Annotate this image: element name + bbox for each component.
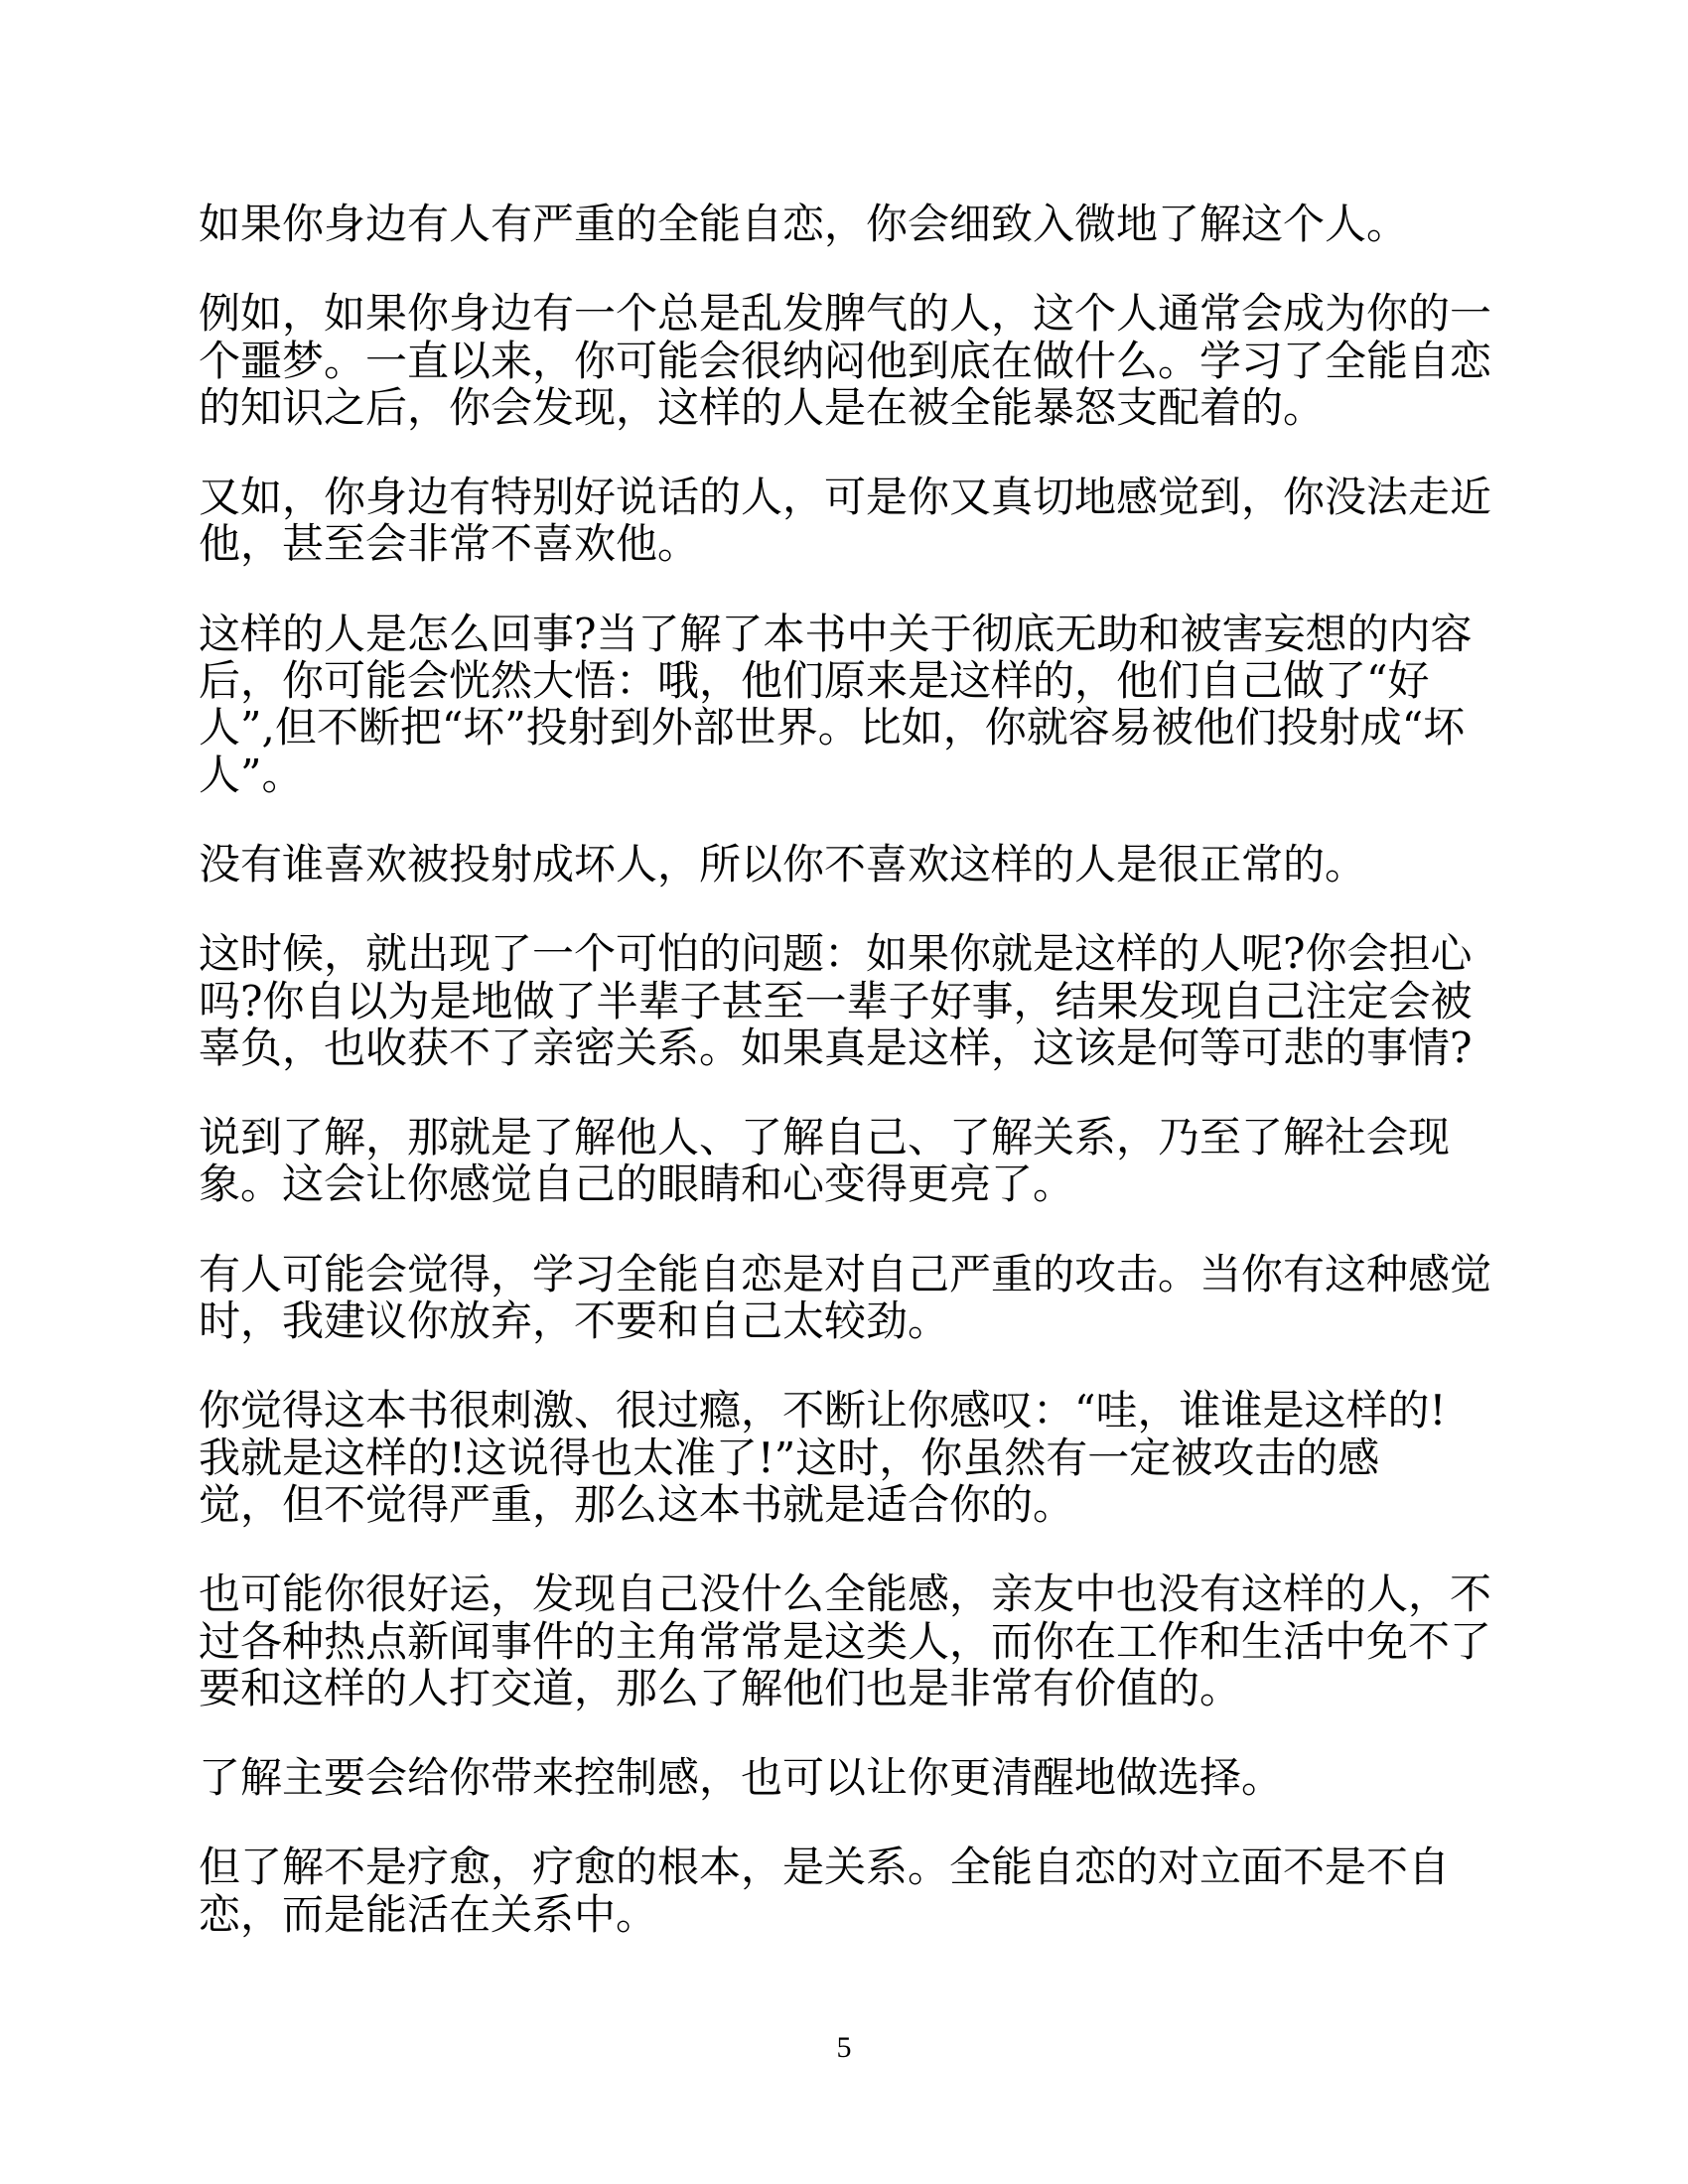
body-text bbox=[199, 200, 1492, 1980]
text-line: 人”,但不断把“坏”投射到外部世界。比如，你就容易被他们投射成“坏 bbox=[199, 703, 1466, 752]
text-line: 人”。 bbox=[199, 750, 304, 799]
text-line: 这时候，就出现了一个可怕的问题：如果你就是这样的人呢?你会担心 bbox=[199, 929, 1473, 979]
paragraph-12 bbox=[199, 1843, 1489, 1938]
text-line: 时，我建议你放弃，不要和自己太较劲。 bbox=[199, 1297, 950, 1346]
text-line: 也可能你很好运，发现自己没什么全能感，亲友中也没有这样的人，不 bbox=[199, 1570, 1492, 1619]
paragraph-11 bbox=[199, 1754, 1489, 1801]
text-line: 但了解不是疗愈，疗愈的根本，是关系。全能自恋的对立面不是不自 bbox=[199, 1843, 1451, 1892]
text-line: 个噩梦。一直以来，你可能会很纳闷他到底在做什么。学习了全能自恋 bbox=[199, 336, 1492, 385]
paragraph-5 bbox=[199, 841, 1489, 887]
text-line: 过各种热点新闻事件的主角常常是这类人，而你在工作和生活中免不了 bbox=[199, 1616, 1492, 1666]
paragraph-2 bbox=[199, 289, 1492, 432]
text-line: 象。这会让你感觉自己的眼睛和心变得更亮了。 bbox=[199, 1160, 1075, 1209]
page-number: 5 bbox=[836, 2031, 852, 2064]
paragraph-7 bbox=[199, 1114, 1489, 1208]
text-line: 了解主要会给你带来控制感，也可以让你更清醒地做选择。 bbox=[199, 1753, 1284, 1803]
paragraph-9 bbox=[199, 1387, 1489, 1528]
text-line: 吗?你自以为是地做了半辈子甚至一辈子好事，结果发现自己注定会被 bbox=[199, 976, 1473, 1025]
paragraph-6 bbox=[199, 930, 1489, 1071]
text-line: 后，你可能会恍然大悟：哦，他们原来是这样的，他们自己做了“好 bbox=[199, 656, 1430, 706]
text-line: 觉，但不觉得严重，那么这本书就是适合你的。 bbox=[199, 1479, 1075, 1529]
text-line: 说到了解，那就是了解他人、了解自己、了解关系，乃至了解社会现 bbox=[199, 1113, 1451, 1162]
text-line: 没有谁喜欢被投射成坏人，所以你不喜欢这样的人是很正常的。 bbox=[199, 839, 1367, 888]
text-line: 例如，如果你身边有一个总是乱发脾气的人，这个人通常会成为你的一 bbox=[199, 289, 1492, 339]
text-line: 我就是这样的!这说得也太准了!”这时，你虽然有一定被攻击的感 bbox=[199, 1433, 1380, 1482]
text-line: 恋，而是能活在关系中。 bbox=[199, 1889, 658, 1939]
text-line: 要和这样的人打交道，那么了解他们也是非常有价值的。 bbox=[199, 1663, 1242, 1712]
paragraph-8 bbox=[199, 1249, 1492, 1346]
text-line: 辜负，也收获不了亲密关系。如果真是这样，这该是何等可悲的事情? bbox=[199, 1023, 1473, 1072]
paragraph-1 bbox=[199, 201, 1489, 247]
paragraph-3 bbox=[199, 473, 1492, 569]
text-line: 这样的人是怎么回事?当了解了本书中关于彻底无助和被害妄想的内容 bbox=[199, 609, 1473, 658]
text-line: 又如，你身边有特别好说话的人，可是你又真切地感觉到，你没法走近 bbox=[199, 473, 1492, 522]
paragraph-4 bbox=[199, 611, 1489, 798]
paragraph-10 bbox=[199, 1570, 1492, 1712]
text-line: 他，甚至会非常不喜欢他。 bbox=[199, 519, 700, 569]
text-line: 有人可能会觉得，学习全能自恋是对自己严重的攻击。当你有这种感觉 bbox=[199, 1249, 1492, 1298]
text-line: 如果你身边有人有严重的全能自恋，你会细致入微地了解这个人。 bbox=[199, 200, 1409, 248]
text-line: 你觉得这本书很刺激、很过瘾，不断让你感叹：“哇，谁谁是这样的! bbox=[199, 1386, 1447, 1435]
text-line: 的知识之后，你会发现，这样的人是在被全能暴怒支配着的。 bbox=[199, 382, 1326, 432]
